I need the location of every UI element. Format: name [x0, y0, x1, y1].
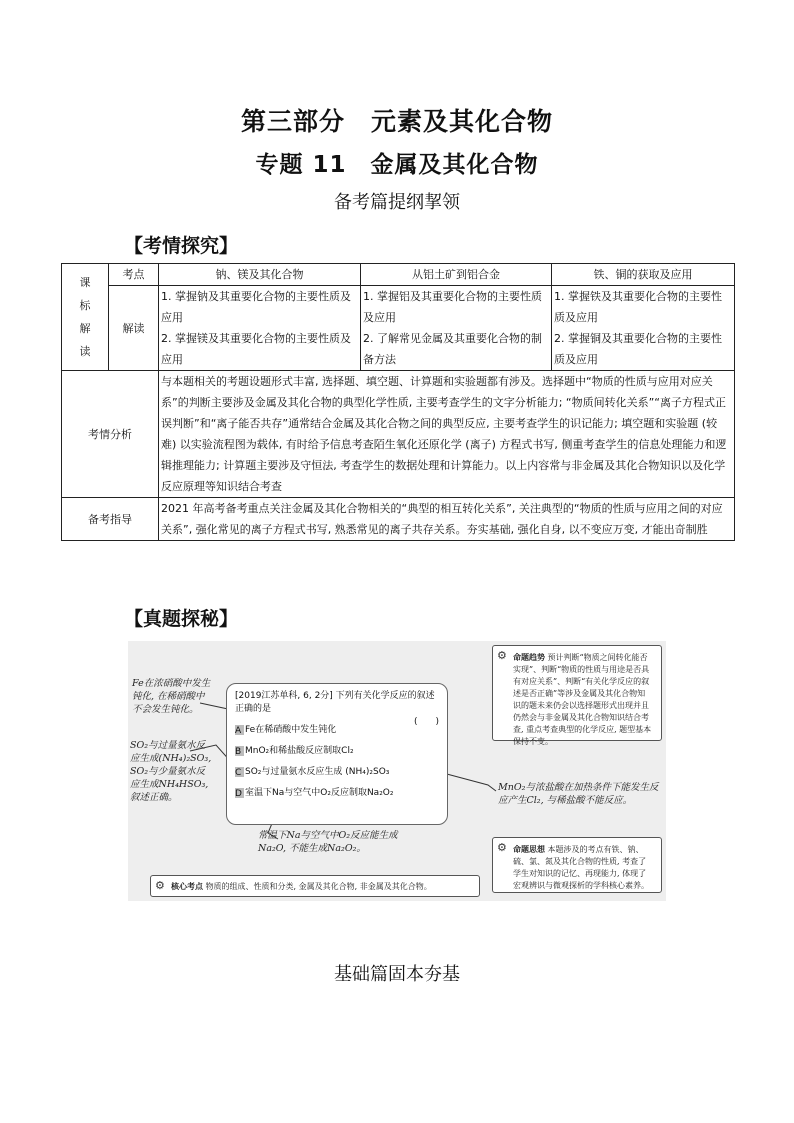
guide-text: 2021 年高考备考重点关注金属及其化合物相关的“典型的相互转化关系”, 关注典型的“物质的性质与应用之间的对应关系”, 强化常见的离子方程式书写, 熟悉常见的离子共存关系。夯实基础, 强化自身, 以不变应万变, 才能出奇制胜	[159, 498, 735, 541]
header-kaodian: 考点	[109, 264, 159, 286]
row-header-curriculum: 课 标 解 读	[62, 264, 109, 371]
row-label-guide: 备考指导	[62, 498, 159, 541]
option-d: D 室温下Na与空气中O₂反应制取Na₂O₂	[235, 788, 394, 799]
answer-paren: ( )	[413, 717, 439, 727]
section-heading-exam-analysis: 【考情探究】	[124, 235, 239, 257]
option-d-mark: D	[235, 788, 244, 798]
subtitle: 备考篇提纲挈领	[334, 192, 460, 213]
topic-title: 专题 11 金属及其化合物	[255, 152, 539, 178]
option-b-mark: B	[235, 746, 244, 756]
note-na-oxygen: 常温下Na与空气中O₂反应能生成Na₂O, 不能生成Na₂O₂。	[258, 830, 398, 854]
gear-icon: ⚙	[497, 649, 507, 662]
cell-col1: 1. 掌握钠及其重要化合物的主要性质及应用 2. 掌握镁及其重要化合物的主要性质及应用	[159, 286, 361, 371]
question-stem: [2019江苏单科, 6, 2分] 下列有关化学反应的叙述正确的是	[235, 691, 435, 714]
option-c: C SO₂与过量氨水反应生成 (NH₄)₂SO₃	[235, 767, 390, 778]
header-col3: 铁、铜的获取及应用	[552, 264, 735, 286]
cell-col2: 1. 掌握铝及其重要化合物的主要性质及应用 2. 了解常见金属及其重要化合物的制备方法	[361, 286, 552, 371]
section-heading-real-exam: 【真题探秘】	[124, 608, 239, 630]
footer-section-title: 基础篇固本夯基	[334, 964, 460, 985]
header-col2: 从铝土矿到铝合金	[361, 264, 552, 286]
header-col1: 钠、镁及其化合物	[159, 264, 361, 286]
option-c-mark: C	[235, 767, 244, 777]
question-box	[226, 683, 448, 825]
row-label-analysis: 考情分析	[62, 371, 159, 498]
part-title: 第三部分 元素及其化合物	[240, 107, 553, 136]
option-a: A Fe在稀硝酸中发生钝化	[235, 725, 337, 736]
card-trend-head: 命题趋势	[513, 652, 545, 662]
card-core-text: 物质的组成、性质和分类, 金属及其化合物, 非金属及其化合物。	[205, 882, 432, 891]
card-idea	[492, 837, 662, 893]
cell-col3: 1. 掌握铁及其重要化合物的主要性质及应用 2. 掌握铜及其重要化合物的主要性质及应用	[552, 286, 735, 371]
note-so2-ammonia: SO₂与过量氨水反应生成(NH₄)₂SO₃, SO₂与少量氨水反应生成NH₄HSO₃, 叙述正确。	[130, 740, 212, 803]
note-mno2: MnO₂与浓盐酸在加热条件下能发生反应产生Cl₂, 与稀盐酸不能反应。	[498, 782, 659, 806]
gear-icon: ⚙	[155, 879, 165, 892]
note-fe-passivation: Fe在浓硝酸中发生钝化, 在稀硝酸中不会发生钝化。	[132, 678, 211, 715]
card-trend-text: 预计判断“物质之间转化能否实现”、判断“物质的性质与用途是否具有对应关系”、判断“有关化学反应的叙述是否正确”等涉及金属及其化合物知识的题未来仍会以选择题形式出现并且仍然会与非金属及其化合物知识结合考查, 重点考查典型的化学反应, 题型基本保持不变。	[513, 653, 652, 746]
option-a-mark: A	[235, 725, 244, 735]
curriculum-table	[61, 263, 735, 541]
row-label-jiedu: 解读	[109, 286, 159, 371]
card-idea-head: 命题思想	[513, 844, 545, 854]
card-core-head: 核心考点	[171, 881, 203, 891]
gear-icon: ⚙	[497, 841, 507, 854]
analysis-text: 与本题相关的考题设题形式丰富, 选择题、填空题、计算题和实验题都有涉及。选择题中“物质的性质与应用对应关系”的判断主要涉及金属及其化合物的典型化学性质, 主要考查学生的文字分析能力; “物质间转化关系”“离子方程式正误判断”和“离子能否共存”通常结合金属及其化合物之间的典型反应, 主要考查学生的识记能力; 填空题和实验题 (较难) 以实验流程图为载体, 有时给予信息考查陌生氧化还原化学 (离子) 方程式书写, 侧重考查学生的信息处理能力和逻辑推理能力; 计算题主要涉及守恒法, 考查学生的数据处理和计算能力。以上内容常与非金属及其化合物知识以及化学反应原理等知识结合考查	[159, 371, 735, 498]
annotated-question-figure	[128, 641, 666, 901]
card-core	[150, 875, 480, 897]
card-idea-text: 本题涉及的考点有铁、钠、硫、氯、氮及其化合物的性质, 考查了学生对知识的记忆、再现能力, 体现了宏观辨识与微观探析的学科核心素养。	[513, 845, 649, 890]
card-trend	[492, 645, 662, 746]
option-b: B MnO₂和稀盐酸反应制取Cl₂	[235, 746, 354, 757]
